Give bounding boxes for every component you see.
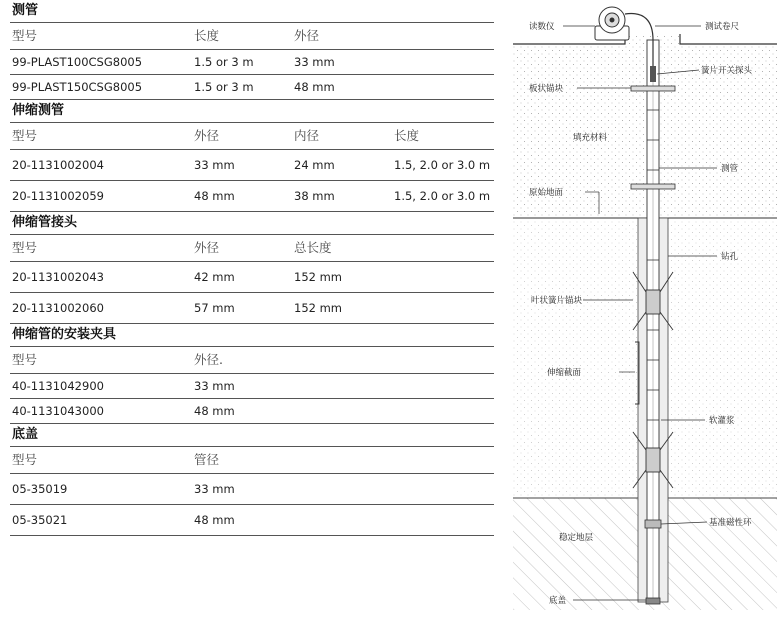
table-cell: 33 mm [194, 482, 235, 496]
label-spider-anchor: 叶状簧片锚块 [531, 296, 583, 306]
label-stable-stratum: 稳定地层 [559, 533, 594, 543]
label-original-ground: 原始地面 [529, 188, 564, 198]
table-cell [294, 505, 394, 535]
label-datum-magnet: 基准磁性环 [709, 518, 752, 528]
readout-reel [595, 7, 629, 40]
table-cell: 24 mm [294, 158, 335, 172]
label-backfill: 填充材料 [573, 133, 608, 143]
label-soft-grout: 软灌浆 [709, 416, 735, 426]
label-reed-probe: 簧片开关探头 [701, 66, 753, 76]
header-cell: 外径. [194, 352, 223, 367]
table-cell: 42 mm [194, 270, 235, 284]
label-plate-anchor: 板状锚块 [529, 84, 564, 94]
table-cell: 20-1131002060 [12, 301, 104, 315]
table-cell [394, 50, 494, 74]
header-cell: 型号 [12, 128, 38, 143]
table-cell [394, 75, 494, 99]
header-cell: 长度 [194, 28, 220, 43]
header-cell: 内径 [294, 128, 320, 143]
table-cell: 05-35021 [12, 513, 68, 527]
table-cell: 152 mm [294, 301, 343, 315]
table-cell [294, 474, 394, 504]
header-cell: 外径 [194, 240, 220, 255]
table-cell [394, 505, 494, 535]
table-header [10, 447, 494, 474]
table-header [10, 235, 494, 262]
header-cell: 型号 [12, 28, 38, 43]
table-cell: 1.5 or 3 m [194, 55, 254, 69]
section-title: 底盖 [10, 424, 494, 447]
table-cell: 05-35019 [12, 482, 68, 496]
table-row [10, 374, 494, 399]
table-cell: 33 mm [294, 55, 335, 69]
ground-surface-right [680, 34, 777, 44]
table-row [10, 293, 494, 324]
table-cell: 20-1131002059 [12, 189, 104, 203]
section-title: 测管 [10, 0, 494, 23]
table-cell [294, 399, 394, 423]
header-cell [294, 447, 394, 473]
table-row [10, 262, 494, 293]
table-row [10, 474, 494, 505]
header-cell: 型号 [12, 352, 38, 367]
table-cell [394, 399, 494, 423]
datum-magnet [645, 520, 661, 528]
spec-section [10, 0, 494, 100]
table-row [10, 181, 494, 212]
installation-diagram [495, 0, 779, 626]
table-cell: 33 mm [194, 158, 235, 172]
table-cell: 20-1131002004 [12, 158, 104, 172]
header-cell: 型号 [12, 452, 38, 467]
table-cell: 152 mm [294, 270, 343, 284]
header-cell: 型号 [12, 240, 38, 255]
table-cell: 40-1131042900 [12, 379, 104, 393]
table-cell [394, 474, 494, 504]
spec-section [10, 100, 494, 212]
label-borehole: 钻孔 [721, 252, 739, 262]
header-cell: 管径 [194, 452, 220, 467]
table-cell: 57 mm [194, 301, 235, 315]
table-cell: 48 mm [194, 189, 235, 203]
table-cell: 1.5 or 3 m [194, 80, 254, 94]
table-cell: 99-PLAST150CSG8005 [12, 80, 143, 94]
table-header [10, 123, 494, 150]
table-row [10, 50, 494, 75]
table-cell: 40-1131043000 [12, 404, 104, 418]
spec-section [10, 212, 494, 324]
table-cell: 1.5, 2.0 or 3.0 m [394, 158, 491, 172]
table-row [10, 505, 494, 536]
spec-section [10, 324, 494, 424]
header-cell [394, 23, 494, 49]
label-access-tube: 测管 [721, 164, 739, 174]
spec-section [10, 424, 494, 536]
table-cell: 1.5, 2.0 or 3.0 m [394, 189, 491, 203]
table-row [10, 150, 494, 181]
table-cell: 20-1131002043 [12, 270, 104, 284]
table-cell [394, 262, 494, 292]
label-telescopic-section: 伸缩截面 [547, 368, 582, 378]
header-cell [394, 447, 494, 473]
table-cell: 48 mm [194, 513, 235, 527]
table-cell [294, 374, 394, 398]
table-cell: 48 mm [294, 80, 335, 94]
bottom-cap [646, 598, 660, 604]
diagram-svg [495, 0, 779, 626]
section-title: 伸缩管的安装夹具 [10, 324, 494, 347]
header-cell: 外径 [194, 128, 220, 143]
table-header [10, 23, 494, 50]
table-cell [394, 293, 494, 323]
reed-probe [650, 66, 656, 82]
label-bottom-cap: 底盖 [549, 596, 567, 606]
table-cell: 99-PLAST100CSG8005 [12, 55, 143, 69]
header-cell: 总长度 [294, 240, 332, 255]
table-row [10, 399, 494, 424]
table-cell: 33 mm [194, 379, 235, 393]
header-cell: 外径 [294, 28, 320, 43]
header-cell [394, 235, 494, 261]
spec-tables [10, 0, 494, 536]
section-title: 伸缩管接头 [10, 212, 494, 235]
section-title: 伸缩测管 [10, 100, 494, 123]
label-tape: 测试卷尺 [705, 22, 740, 32]
header-cell: 长度 [394, 128, 420, 143]
table-row [10, 75, 494, 100]
table-cell: 48 mm [194, 404, 235, 418]
plate-anchor-mid [631, 184, 675, 189]
plate-anchor-top [631, 86, 675, 91]
table-cell [394, 374, 494, 398]
header-cell [294, 347, 394, 373]
header-cell [394, 347, 494, 373]
table-header [10, 347, 494, 374]
table-cell: 38 mm [294, 189, 335, 203]
label-readout: 读数仪 [529, 22, 555, 32]
